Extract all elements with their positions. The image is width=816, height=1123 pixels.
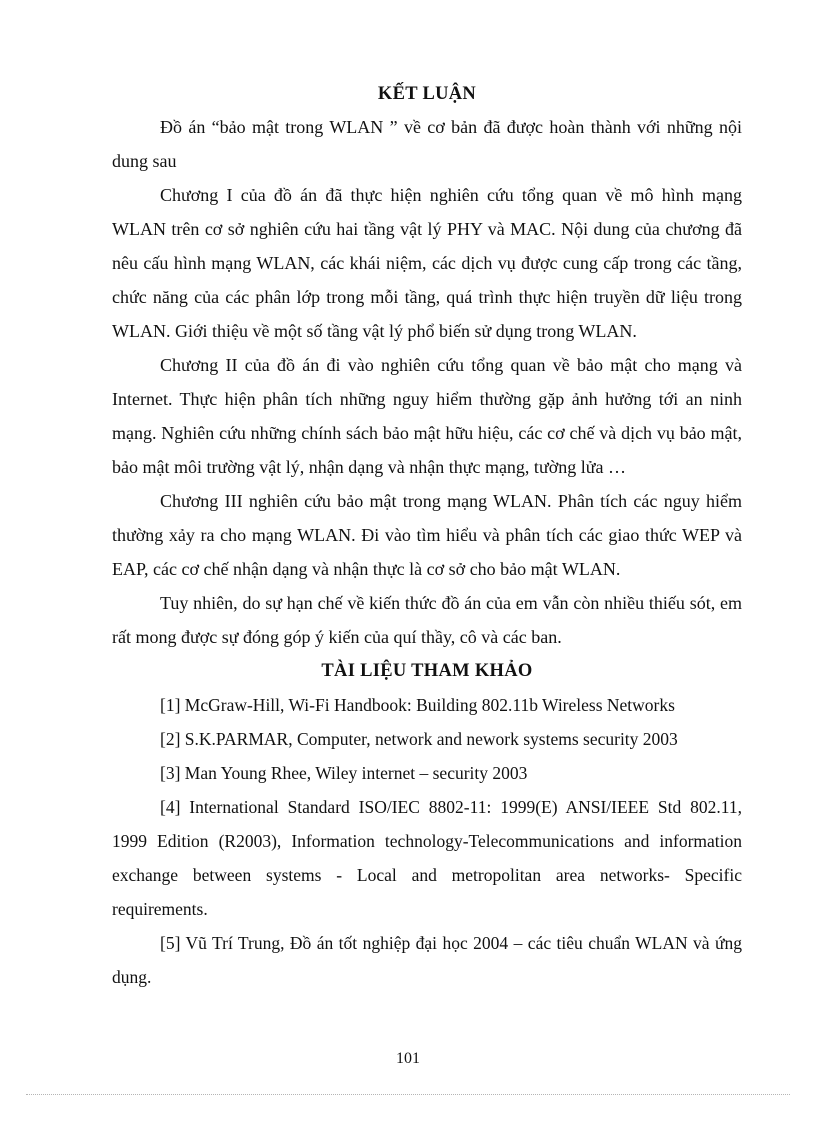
conclusion-paragraph-chapter-3: Chương III nghiên cứu bảo mật trong mạng WLAN. Phân tích các nguy hiểm thường xảy ra cho mạng WLAN. Đi vào tìm hiểu và phân tích các giao thức WEP và EAP, các cơ chế nhận dạng và nhận thực là cơ sở cho bảo mật WLAN. <box>112 491 742 579</box>
conclusion-paragraph-closing: Tuy nhiên, do sự hạn chế về kiến thức đồ án của em vẫn còn nhiều thiếu sót, em rất mong được sự đóng góp ý kiến của quí thầy, cô và các ban. <box>112 593 742 647</box>
reference-item-2: [2] S.K.PARMAR, Computer, network and nework systems security 2003 <box>160 729 678 749</box>
conclusion-paragraph-intro: Đồ án “bảo mật trong WLAN ” về cơ bản đã được hoàn thành với những nội dung sau <box>112 117 742 171</box>
references-heading: TÀI LIỆU THAM KHẢO <box>321 661 533 681</box>
reference-item-4: [4] International Standard ISO/IEC 8802-11: 1999(E) ANSI/IEEE Std 802.11, 1999 Edition (R2003), Information technology-Telecommunications and information exchange between systems - Local and metropolitan area networks- Specific requirements. <box>112 797 742 919</box>
conclusion-heading: KẾT LUẬN <box>377 84 477 104</box>
reference-item-1: [1] McGraw-Hill, Wi-Fi Handbook: Building 802.11b Wireless Networks <box>160 695 675 715</box>
conclusion-paragraph-chapter-2: Chương II của đồ án đi vào nghiên cứu tổng quan về bảo mật cho mạng và Internet. Thực hiện phân tích những nguy hiểm thường gặp ảnh hưởng tới an ninh mạng. Nghiên cứu những chính sách bảo mật hữu hiệu, các cơ chế và dịch vụ bảo mật, bảo mật môi trường vật lý, nhận dạng và nhận thực mạng, tường lửa … <box>112 355 742 477</box>
conclusion-paragraph-chapter-1: Chương I của đồ án đã thực hiện nghiên cứu tổng quan về mô hình mạng WLAN trên cơ sở nghiên cứu hai tầng vật lý PHY và MAC. Nội dung của chương đã nêu cấu hình mạng WLAN, các khái niệm, các dịch vụ được cung cấp trong các tầng, chức năng của các phân lớp trong mỗi tầng, quá trình thực hiện truyền dữ liệu trong WLAN. Giới thiệu về một số tầng vật lý phổ biến sử dụng trong WLAN. <box>112 185 742 341</box>
reference-item-3: [3] Man Young Rhee, Wiley internet – security 2003 <box>160 763 528 783</box>
reference-item-5: [5] Vũ Trí Trung, Đồ án tốt nghiệp đại học 2004 – các tiêu chuẩn WLAN và ứng dụng. <box>112 933 742 987</box>
page-bottom-divider <box>26 1094 790 1095</box>
page-content <box>112 80 742 994</box>
page-number: 101 <box>396 1050 420 1067</box>
